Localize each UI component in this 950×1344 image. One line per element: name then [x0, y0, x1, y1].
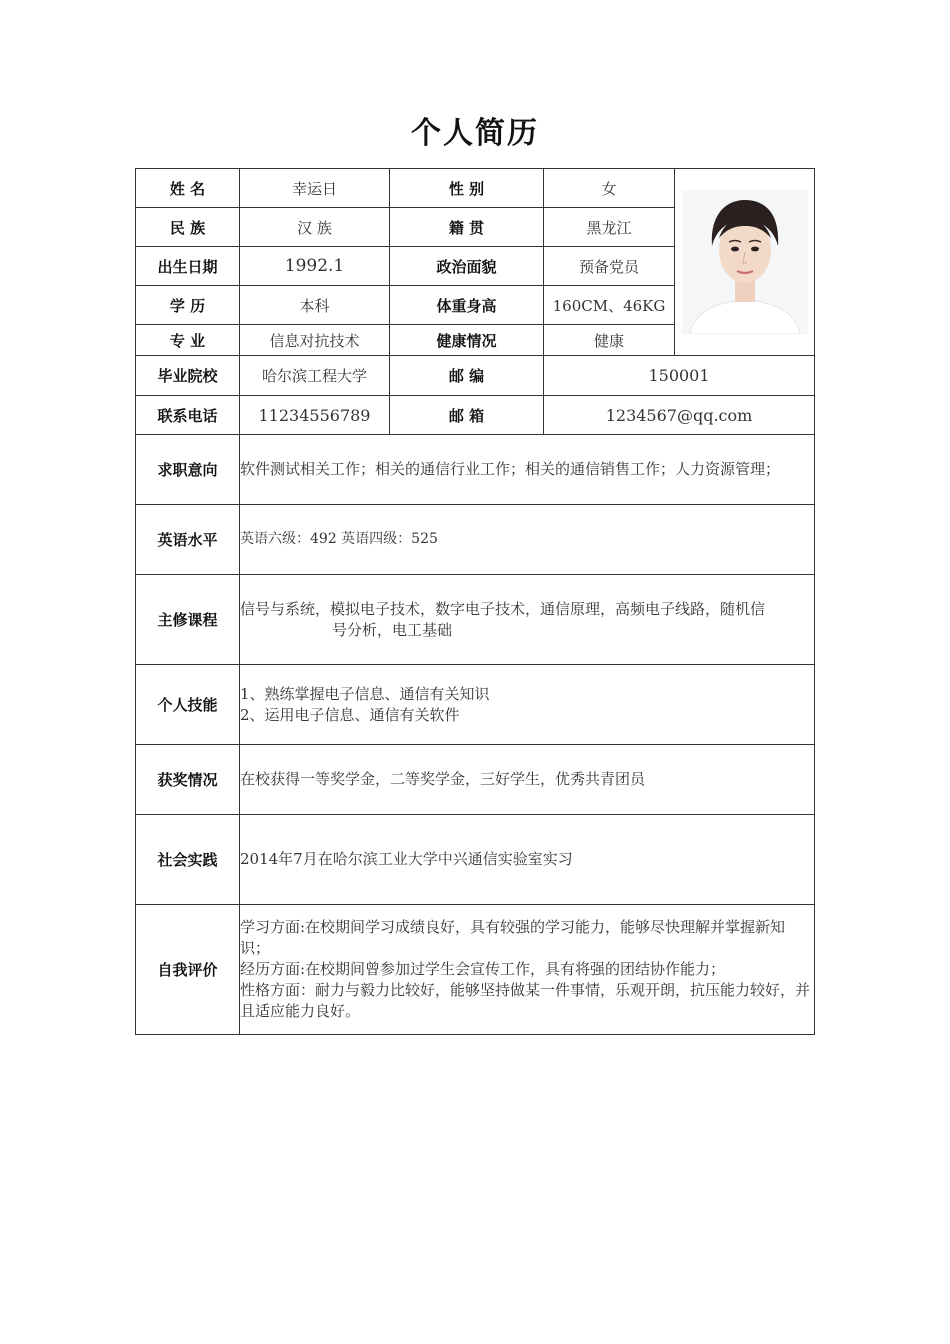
self-cell	[240, 905, 815, 1035]
birth-value: 1992.1	[240, 247, 390, 286]
skills-line-1: 1、熟练掌握电子信息、通信有关知识	[240, 684, 490, 703]
english-text: 英语六级：492 英语四级：525	[240, 505, 815, 575]
photo-cell	[675, 169, 815, 356]
row-name	[136, 169, 815, 208]
education-value: 本科	[240, 286, 390, 325]
name-value: 幸运日	[240, 169, 390, 208]
page-title: 个人简历	[411, 116, 539, 151]
school-label: 毕业院校	[136, 356, 240, 396]
row-phone	[136, 396, 815, 435]
row-intent	[136, 435, 815, 505]
practice-label: 社会实践	[136, 815, 240, 905]
courses-cell	[240, 575, 815, 665]
birth-label: 出生日期	[136, 247, 240, 286]
courses-label: 主修课程	[136, 575, 240, 665]
major-value: 信息对抗技术	[240, 325, 390, 356]
gender-value: 女	[544, 169, 675, 208]
email-value: 1234567@qq.com	[544, 396, 815, 435]
political-value: 预备党员	[544, 247, 675, 286]
body-label: 体重身高	[390, 286, 544, 325]
self-label: 自我评价	[136, 905, 240, 1035]
self-line-2: 经历方面:在校期间曾参加过学生会宣传工作，具有将强的团结协作能力；	[240, 960, 726, 978]
self-line-1: 学习方面:在校期间学习成绩良好，具有较强的学习能力，能够尽快理解并掌握新知识；	[240, 918, 786, 957]
row-self	[136, 905, 815, 1035]
health-label: 健康情况	[390, 325, 544, 356]
gender-label: 性 别	[390, 169, 544, 208]
origin-value: 黑龙江	[544, 208, 675, 247]
intent-text: 软件测试相关工作；相关的通信行业工作；相关的通信销售工作；人力资源管理；	[240, 435, 815, 505]
portrait-photo	[682, 190, 808, 334]
ethnicity-label: 民 族	[136, 208, 240, 247]
skills-line-2: 2、运用电子信息、通信有关软件	[240, 705, 460, 724]
row-school	[136, 356, 815, 396]
resume-table	[135, 168, 815, 1035]
phone-value: 11234556789	[240, 396, 390, 435]
row-skills	[136, 665, 815, 745]
zip-value: 150001	[544, 356, 815, 396]
name-label: 姓 名	[136, 169, 240, 208]
awards-label: 获奖情况	[136, 745, 240, 815]
school-value: 哈尔滨工程大学	[240, 356, 390, 396]
major-label: 专 业	[136, 325, 240, 356]
row-english	[136, 505, 815, 575]
intent-label: 求职意向	[136, 435, 240, 505]
education-label: 学 历	[136, 286, 240, 325]
origin-label: 籍 贯	[390, 208, 544, 247]
courses-line-2: 号分析，电工基础	[332, 620, 453, 639]
row-courses	[136, 575, 815, 665]
political-label: 政治面貌	[390, 247, 544, 286]
body-value: 160CM、46KG	[544, 286, 675, 325]
zip-label: 邮 编	[390, 356, 544, 396]
health-value: 健康	[544, 325, 675, 356]
row-awards	[136, 745, 815, 815]
awards-text: 在校获得一等奖学金，二等奖学金，三好学生，优秀共青团员	[240, 745, 815, 815]
email-label: 邮 箱	[390, 396, 544, 435]
courses-line-1: 信号与系统，模拟电子技术，数字电子技术，通信原理，高频电子线路，随机信	[240, 599, 766, 618]
english-label: 英语水平	[136, 505, 240, 575]
skills-label: 个人技能	[136, 665, 240, 745]
phone-label: 联系电话	[136, 396, 240, 435]
self-line-3: 性格方面：耐力与毅力比较好，能够坚持做某一件事情，乐观开朗，抗压能力较好，并且适应能力良好。	[240, 981, 811, 1020]
ethnicity-value: 汉 族	[240, 208, 390, 247]
practice-text: 2014年7月在哈尔滨工业大学中兴通信实验室实习	[240, 815, 815, 905]
skills-cell	[240, 665, 815, 745]
row-practice	[136, 815, 815, 905]
